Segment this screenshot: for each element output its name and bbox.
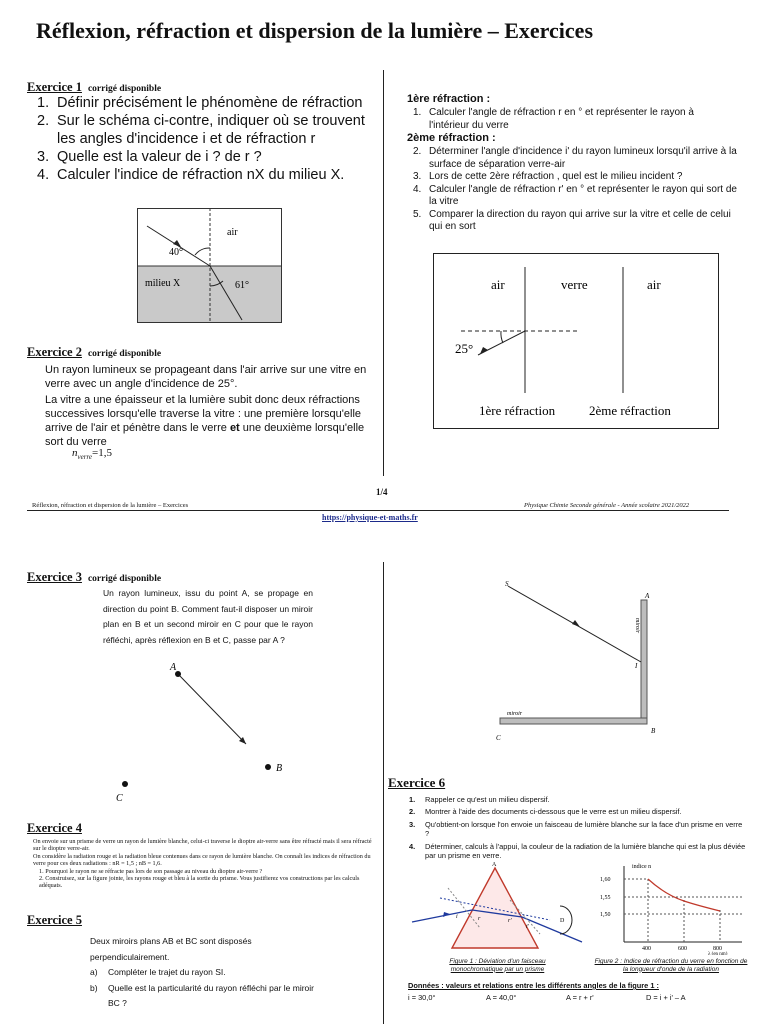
mirrors-figure (495, 578, 670, 748)
angle-40-label: 40° (169, 247, 183, 258)
list-item: 3. Lors de cette 2ère réfraction , quel est le milieu incident ? (413, 171, 683, 182)
ref2-label: 2ème réfraction (589, 403, 671, 418)
list-item: 1. Définir précisément le phénomène de réfraction (37, 95, 363, 111)
footer-right: Physique Chimie Seconde générale - Année scolaire 2021/2022 (524, 502, 690, 509)
fig1-apex-label: A (492, 862, 497, 868)
figure-1-caption: Figure 1 : Déviation d'un faisceau monochromatique par un prisme (449, 958, 546, 973)
air-left-label: air (491, 277, 505, 292)
point-c-label: C (496, 734, 501, 742)
list-item: 1. Rappeler ce qu'est un milieu dispersif. (409, 795, 550, 804)
list-item: 4. Déterminer, calculs à l'appui, la couleur de la radiation de la lumière blanche qui est la plus déviée par un prisme en verre. (409, 841, 746, 861)
mirror-bc-label: miroir (507, 711, 523, 717)
point-i-label: I (635, 662, 638, 670)
exercise-5-heading: Exercice 5 (27, 913, 82, 927)
footer-rule (27, 510, 729, 511)
chart-tick-y2: 1,55 (600, 895, 611, 901)
point-b-label: B (651, 727, 656, 735)
chart-tick-y3: 1,50 (600, 912, 611, 918)
exercise-3-text: Un rayon lumineux, issu du point A, se propage en direction du point B. Comment faut-il disposer un miroir plan en B et un second miroir en C pour que le rayon réfléchi, après réflexion en B et C, passe par A ? (103, 588, 313, 645)
list-item: 2. Sur le schéma ci-contre, indiquer où se trouvent les angles d'incidence i et de réfraction r (37, 113, 365, 147)
list-item: 5. Comparer la direction du rayon qui arrive sur la vitre et celle de celui qui en sort (413, 208, 731, 232)
exercise-5-text: Deux miroirs plans AB et BC sont disposés perpendiculairement. a) Compléter le trajet du rayon SI. b) Quelle est la particularité du rayon réfléchi par le miroir BC ? (90, 936, 314, 1008)
fig1-r-prime-label: r' (508, 918, 512, 924)
chart-y-label: indice n (632, 864, 652, 870)
footer-left: Réflexion, réfraction et dispersion de la lumière – Exercices (32, 502, 189, 509)
fig1-i-prime-label: i' (526, 924, 529, 930)
list-item: 3. Quelle est la valeur de i ? de r ? (37, 149, 262, 165)
point-c-label: C (116, 793, 123, 804)
fig1-r-label: r (478, 916, 481, 922)
exercise-1-questions (27, 94, 377, 184)
air-right-label: air (647, 277, 661, 292)
list-item: 2. Montrer à l'aide des documents ci-dessous que le verre est un milieu dispersif. (409, 807, 682, 817)
list-item: 1. Calculer l'angle de réfraction r en ° et représenter le rayon à l'intérieur du verre (413, 107, 694, 131)
mirror-ab-label: miroir (634, 618, 640, 634)
page-title: Réflexion, réfraction et dispersion de la lumière – Exercices (36, 18, 594, 43)
page-number: 1/4 (376, 487, 388, 497)
index-chart (596, 860, 746, 955)
site-link[interactable]: https://physique-et-maths.fr (322, 513, 418, 522)
corrige-tag: corrigé disponible (87, 84, 162, 94)
list-item: 3. Qu'obtient-on lorsque l'on envoie un faisceau de lumière blanche sur la face d'un prisme en verre ? (409, 819, 743, 839)
n-verre: $n_{verre}=1,5$ (72, 447, 112, 462)
chart-x-label: λ (en nm) (708, 952, 728, 955)
fig1-i-label: i (456, 914, 458, 920)
list-item: 4. Calculer l'angle de réfraction r' en ° et représenter le rayon qui sort de la vitre (413, 183, 737, 207)
column-divider (383, 562, 384, 1024)
second-refraction-heading: 2ème réfraction : (407, 132, 496, 144)
chart-tick-x2: 600 (678, 946, 687, 952)
glass-pane-figure (433, 253, 719, 429)
ref1-label: 1ère réfraction (479, 403, 556, 418)
exercise-2-text: Un rayon lumineux se propageant dans l'air arrive sur une vitre en verre avec un angle d'incidence de 25°. La vitre a une épaisseur et la lumière subit donc deux réfractions successives lorsqu'elle traverse la vitre : une première lorsqu'elle arrive de l'air et pénètre dans le verre et une deuxième lorsqu'elle sort du verre (45, 364, 367, 448)
list-item: 4. Calculer l'indice de réfraction nX du milieu X. (37, 167, 345, 183)
exercise-3-heading: Exercice 3 corrigé disponible (27, 570, 162, 584)
prism-figure (410, 862, 585, 957)
list-item: 2. Déterminer l'angle d'incidence i' du rayon lumineux lorsqu'il arrive à la surface de séparation verre-air (413, 146, 737, 170)
milieu-label: milieu X (145, 278, 181, 289)
chart-tick-x3: 800 (713, 946, 722, 952)
exercise-1-heading: Exercice 1 corrigé disponible (27, 80, 162, 94)
angle-61-label: 61° (235, 280, 249, 291)
fig1-d-label: D (560, 918, 565, 924)
chart-tick-y1: 1,60 (600, 877, 611, 883)
points-figure (100, 660, 300, 805)
point-s-label: S (505, 580, 509, 588)
point-a-label: A (645, 592, 650, 600)
point-b-label: B (276, 763, 283, 774)
first-refraction-questions (407, 107, 727, 132)
air-label: air (227, 227, 238, 238)
exercise-6-questions (403, 795, 748, 860)
exercise-4-heading: Exercice 4 (27, 821, 82, 835)
refraction-figure (137, 208, 282, 323)
verre-label: verre (561, 277, 588, 292)
angle-25-label: 25° (455, 341, 474, 356)
figure-2-caption: Figure 2 : Indice de réfraction du verre en fonction de la longueur d'onde de la radiation (594, 958, 748, 973)
data-values: i = 30,0° A = 40,0° A = r + r' D = i + i' – A (408, 993, 686, 1002)
second-refraction-questions (407, 146, 737, 234)
data-title: Données : valeurs et relations entre les différents angles de la figure 1 : (408, 981, 659, 990)
point-a-label: A (170, 662, 177, 673)
corrige-tag: corrigé disponible (87, 349, 162, 359)
exercise-2-heading: Exercice 2 corrigé disponible (27, 345, 162, 359)
first-refraction-heading: 1ère réfraction : (407, 93, 491, 105)
corrige-tag: corrigé disponible (87, 574, 162, 584)
exercise-6-heading: Exercice 6 (388, 775, 446, 790)
chart-tick-x1: 400 (642, 946, 651, 952)
column-divider (383, 70, 384, 476)
exercise-4-text: On envoie sur un prisme de verre un rayon de lumière blanche, celui-ci traverse le dioptre air-verre sans être réfracté mais il sera réfracté sur le dioptre verre-air. On considère la radiation rouge et la radiation bleue contenues dans ce rayon de lumière blanche. On connaît les indices de réfraction du verre pour ces deux radiations : nR = 1,5 ; nB = 1,6. 1. Pourquoi le rayon ne se réfracte pas lors de son passage au niveau du dioptre air-verre ? 2. Construisez, sur la figure jointe, les rayons rouge et bleu à la sortie du prisme. Vous justifierez vos constructions par les calculs adéquats. (33, 838, 372, 890)
